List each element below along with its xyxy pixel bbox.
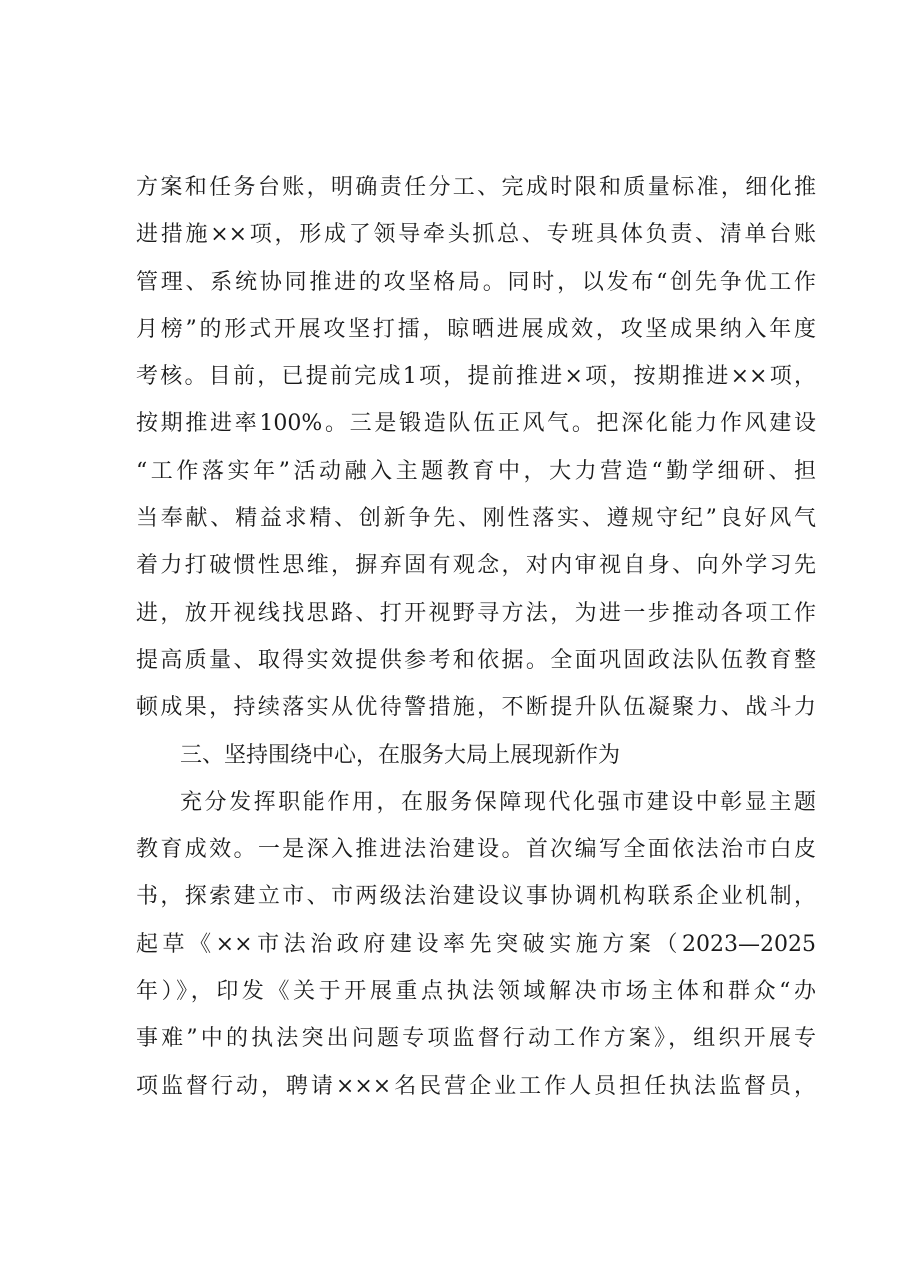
paragraph-line: “工作落实年”活动融入主题教育中，大力营造“勤学细研、担: [136, 458, 816, 484]
paragraph-line: 进，放开视线找思路、打开视野寻方法，为进一步推动各项工作: [136, 600, 816, 626]
paragraph-line: 着力打破惯性思维，摒弃固有观念，对内审视自身、向外学习先: [136, 553, 816, 579]
paragraph-line: 事难”中的执法突出问题专项监督行动工作方案》，组织开展专: [136, 1026, 816, 1052]
paragraph-line: 充分发挥职能作用，在服务保障现代化强市建设中彰显主题: [180, 789, 816, 815]
paragraph-line: 按期推进率100%。三是锻造队伍正风气。把深化能力作风建设: [136, 411, 816, 437]
paragraph-line: 提高质量、取得实效提供参考和依据。全面巩固政法队伍教育整: [136, 647, 816, 673]
paragraph-line: 进措施××项，形成了领导牵头抓总、专班具体负责、清单台账: [136, 222, 816, 248]
paragraph-line: 书，探索建立市、市两级法治建设议事协调机构联系企业机制，: [136, 884, 816, 910]
paragraph-line: 项监督行动，聘请×××名民营企业工作人员担任执法监督员，: [136, 1073, 816, 1099]
paragraph-line: 起草《××市法治政府建设率先突破实施方案（2023—2025: [136, 931, 816, 957]
paragraph-line: 管理、系统协同推进的攻坚格局。同时，以发布“创先争优工作: [136, 269, 816, 295]
body-text: [136, 164, 816, 1110]
paragraph-line: 顿成果，持续落实从优待警措施，不断提升队伍凝聚力、战斗力: [136, 695, 816, 721]
paragraph-line: 月榜”的形式开展攻坚打擂，晾晒进展成效，攻坚成果纳入年度: [136, 316, 816, 342]
paragraph-line: 年）》，印发《关于开展重点执法领域解决市场主体和群众“办: [136, 979, 816, 1005]
paragraph-line: 当奉献、精益求精、创新争先、刚性落实、遵规守纪”良好风气: [136, 506, 816, 532]
paragraph-line: 教育成效。一是深入推进法治建设。首次编写全面依法治市白皮: [136, 837, 816, 863]
section-heading: 三、坚持围绕中心，在服务大局上展现新作为: [180, 742, 621, 768]
paragraph-line: 方案和任务台账，明确责任分工、完成时限和质量标准，细化推: [136, 175, 816, 200]
paragraph-line: 考核。目前，已提前完成1项，提前推进×项，按期推进××项，: [136, 364, 816, 390]
